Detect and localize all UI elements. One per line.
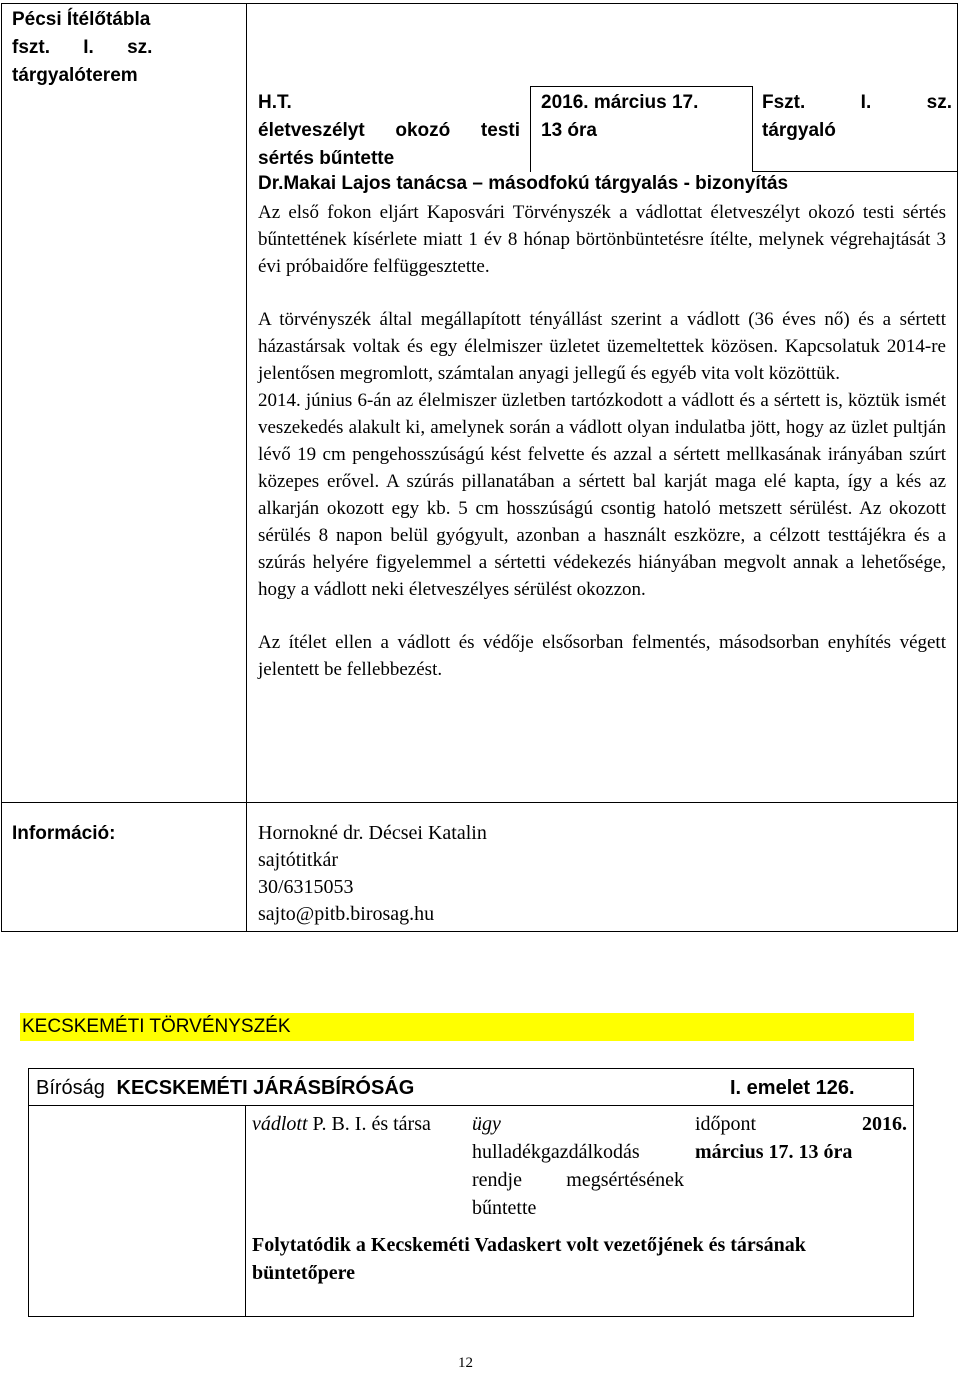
defendant-name: P. B. I. és társa [312,1113,431,1135]
date-line-2: 13 óra [541,120,597,141]
court2-heading [20,1013,914,1041]
court2-court-row [36,1074,904,1102]
cell-divider [957,86,958,172]
paragraph-facts: A törvényszék által megállapított tényállást szerint a vádlott (36 éves nő) és a sértett házastársak voltak és egy élelmiszer üzletet üzemeltettek közösen. Kapcsolatuk 2014-re jelentősen megromlott, számtalan anyagi jellegű és egyéb vita volt közöttük. [258,309,946,384]
court-label: Bíróság [36,1077,105,1099]
paragraph-appeal: Az ítélet ellen a vádlott és védője elsősorban felmentés, másodsorban enyhítés végett jelentett be fellebbezést. [258,632,946,680]
court2-time [695,1110,907,1166]
court1-location-cell [1,3,247,803]
location-line-2: fszt. I. sz. [12,37,153,58]
page-number: 12 [458,1355,473,1371]
contact-title: sajtótitkár [258,849,338,871]
court1-date [541,89,741,145]
time-label: időpont [695,1113,757,1135]
court2-heading-text: KECSKEMÉTI TÖRVÉNYSZÉK [22,1016,291,1037]
contact-name: Hornokné dr. Décsei Katalin [258,822,487,844]
case-line-2: rendje megsértésének [472,1169,684,1191]
location-line-1: Pécsi Ítélőtábla [12,9,151,30]
contact-email: sajto@pitb.birosag.hu [258,903,435,925]
room-line-2: tárgyaló [762,120,836,141]
court1-body [258,199,946,683]
case-line-2: életveszélyt okozó testi [258,120,520,141]
case-line-3: sértés bűntette [258,148,395,169]
room-line-1: Fszt. I. sz. [762,92,952,113]
paragraph-incident: 2014. június 6-án az élelmiszer üzletben tartózkodott a vádlott és a sértett is, köztük ismét veszekedés alakult ki, amelynek során a vádlott olyan indulatba jött, hogy az üzlet pultján lévő 19 cm pengehosszúságú kést felvette és azzal a sértett mellkasának irányában szúrt közepes erővel. A szúrás pillanatában a sértett bal karját maga elé kapta, így a kés az alkarján okozott egy kb. 5 cm hosszúságú csontig hatoló metszett sérülést. Az okozott sérülés 8 napon belül gyógyult, azonban a használt eszközre, a célzott testtájékra és a szúrás helyére figyelemmel a sértetti védekezés hiányában megvolt annak a lehetősége, hogy a vádlott neki életveszélyes sérülést okozzon. [258,390,946,600]
court2-summary: Folytatódik a Kecskeméti Vadaskert volt vezetőjének és társának büntetőpere [252,1234,806,1284]
court2-case [472,1110,684,1222]
case-line-1: hulladékgazdálkodás [472,1141,640,1163]
case-line-1: H.T. [258,92,292,113]
case-label: ügy [472,1113,501,1135]
info-contact [258,820,487,928]
court-name: KECSKEMÉTI JÁRÁSBÍRÓSÁG [116,1077,415,1099]
date-line-1: 2016. március 17. [541,92,699,113]
court1-council: Dr.Makai Lajos tanácsa – másodfokú tárgyalás - bizonyítás [258,173,789,194]
court2-left-cell [28,1105,246,1317]
court1-location [12,6,240,90]
court2-defendant [252,1110,431,1138]
defendant-label: vádlott [252,1113,308,1135]
contact-phone: 30/6315053 [258,876,354,898]
case-line-3: bűntette [472,1197,537,1219]
location-line-3: tárgyalóterem [12,65,138,86]
time-rest: március 17. 13 óra [695,1141,853,1163]
court-floor: I. emelet 126. [730,1077,855,1099]
court1-case-title [258,89,520,173]
court1-room [762,89,952,145]
paragraph-verdict: Az első fokon eljárt Kaposvári Törvényszék a vádlottat életveszélyt okozó testi sértés bűntettének kísérlete miatt 1 év 8 hónap börtönbüntetésre ítélte, melynek végrehajtását 3 évi próbaidőre felfüggesztette. [258,202,946,277]
info-label: Információ: [12,823,116,844]
cell-divider [752,86,753,172]
time-year: 2016. [862,1113,907,1135]
time-line-1 [695,1110,907,1138]
